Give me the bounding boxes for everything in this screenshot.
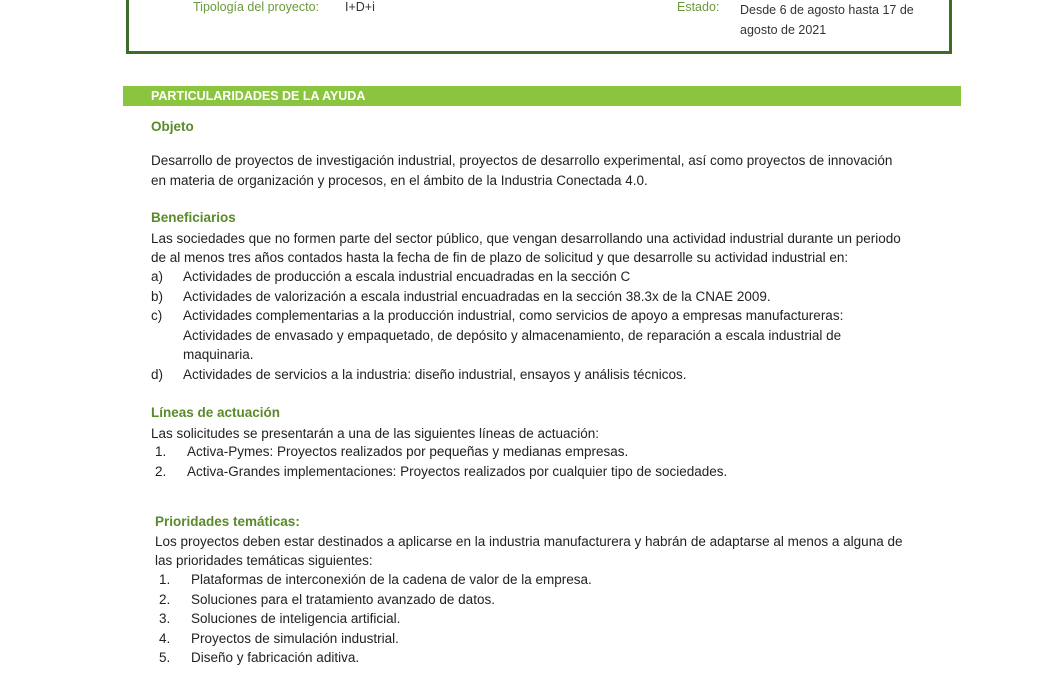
list-item: Activa-Pymes: Proyectos realizados por pequeñas y medianas empresas. (187, 444, 629, 459)
tipologia-label: Tipología del proyecto: (193, 0, 320, 14)
project-summary-box (126, 0, 952, 54)
list-item-mark: b) (151, 289, 164, 304)
objeto-line-1: Desarrollo de proyectos de investigación industrial, proyectos de desarrollo experimental, así como proyectos de innovación (151, 153, 893, 168)
estado-label: Estado: (677, 0, 720, 14)
objeto-line-2: en materia de organización y procesos, en el ámbito de la Industria Conectada 4.0. (151, 173, 648, 188)
prioridades-heading: Prioridades temáticas: (155, 514, 300, 529)
list-item: Soluciones para el tratamiento avanzado de datos. (191, 592, 495, 607)
list-item: Diseño y fabricación aditiva. (191, 650, 360, 665)
objeto-heading: Objeto (151, 119, 194, 134)
list-item-mark: 1. (159, 572, 171, 587)
beneficiarios-intro-1: Las sociedades que no formen parte del sector público, que vengan desarrollando una actividad industrial durante un periodo (151, 231, 901, 246)
beneficiarios-heading: Beneficiarios (151, 210, 236, 225)
list-item: Actividades de valorización a escala industrial encuadradas en la sección 38.3x de la CNAE 2009. (183, 289, 771, 304)
estado-value (740, 0, 940, 40)
list-item-mark: 1. (155, 444, 167, 459)
lineas-heading: Líneas de actuación (151, 405, 281, 420)
list-item-mark: 5. (159, 650, 171, 665)
beneficiarios-intro-2: de al menos tres años contados hasta la fecha de fin de plazo de solicitud y que desarrolle su actividad industrial en: (151, 250, 849, 265)
list-item-mark: a) (151, 269, 164, 284)
list-item-mark: 3. (159, 611, 171, 626)
lineas-intro: Las solicitudes se presentarán a una de las siguientes líneas de actuación: (151, 426, 600, 441)
estado-line-2: agosto de 2021 (740, 23, 827, 37)
prioridades-intro-1: Los proyectos deben estar destinados a aplicarse en la industria manufacturera y habrán de adaptarse al menos a alguna de (155, 534, 903, 549)
list-item: Activa-Grandes implementaciones: Proyectos realizados por cualquier tipo de sociedades. (187, 464, 728, 479)
section-band: PARTICULARIDADES DE LA AYUDA (123, 86, 961, 106)
list-item-mark: 2. (159, 592, 171, 607)
prioridades-intro-2: las prioridades temáticas siguientes: (155, 553, 373, 568)
list-item-continued: Actividades de envasado y empaquetado, de depósito y almacenamiento, de reparación a escala industrial de (183, 328, 842, 343)
tipologia-value: I+D+i (345, 0, 375, 14)
list-item-mark: d) (151, 367, 164, 382)
list-item: Actividades de servicios a la industria: diseño industrial, ensayos y análisis técnicos. (183, 367, 687, 382)
list-item-mark: 2. (155, 464, 167, 479)
list-item-continued: maquinaria. (183, 347, 254, 362)
list-item-mark: c) (151, 308, 163, 323)
estado-line-1: Desde 6 de agosto hasta 17 de (740, 3, 914, 17)
list-item: Soluciones de inteligencia artificial. (191, 611, 401, 626)
list-item: Plataformas de interconexión de la cadena de valor de la empresa. (191, 572, 592, 587)
list-item: Actividades complementarias a la producción industrial, como servicios de apoyo a empresas manufactureras: (183, 308, 844, 323)
list-item: Actividades de producción a escala industrial encuadradas en la sección C (183, 269, 631, 284)
list-item: Proyectos de simulación industrial. (191, 631, 399, 646)
list-item-mark: 4. (159, 631, 171, 646)
